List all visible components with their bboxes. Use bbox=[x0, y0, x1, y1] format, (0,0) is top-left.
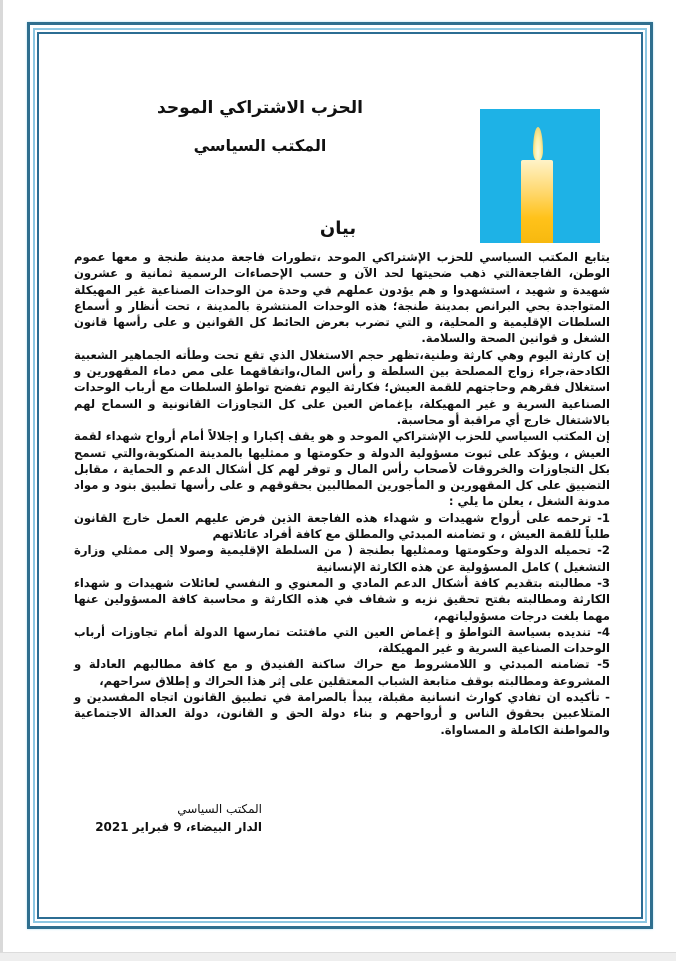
point-3: 3- مطالبته بتقديم كافة أشكال الدعم المادي و المعنوي و النفسي لعائلات شهيدات و شهداء الكارثة ومطالبته بفتح تحقيق نزيه و شفاف في هذه الكارثة و محاسبة كافة المسؤولين عنها مهما بلغت درجات مسؤولياتهم، bbox=[74, 575, 610, 623]
point-2: 2- تحميله الدولة وحكومتها وممثليها بطنجة ( من السلطة الإقليمية وصولا إلى ممثلي وزارة التشغيل ) كامل المسؤولية عن هذه الكارثة الإنسانية bbox=[74, 543, 610, 574]
signature-office: المكتب السياسي bbox=[177, 802, 262, 816]
paragraph-declaration: إن المكتب السياسي للحزب الإشتراكي الموحد و هو يقف إكبارا و إجلالاً أمام أرواح شهداء لقمة العيش ، ويؤكد على ثبوت مسؤولية الدولة و حكومتها و ممثليها بالمدينة المنكوبة،والتي تسمح بكل التجاوزات والخروقات لأصحاب رأس المال و توفر لهم كل أشكال الدعم و الحماية ، مقابل التضييق على كل المقهورين و المأجورين المطالبين بحقوقهم و على رأسها تطبيق بنود و مواد مدونة الشغل ، يعلن ما يلي : bbox=[74, 429, 610, 509]
point-4: 4- تنديده بسياسة التواطؤ و إغماض العين التي مافتئت تمارسها الدولة أمام تجاوزات أرباب الوحدات الصناعية السرية و غير المهيكلة، bbox=[74, 624, 610, 656]
candle-flame bbox=[533, 127, 543, 161]
point-5: 5- تضامنه المبدئي و اللامشروط مع حراك ساكنة الفنيدق و مع كافة مطالبهم العادلة و المشروعة ومطالبته بوقف متابعة الشباب المعتقلين على إثر هذا الحراك و إطلاق سراحهم، bbox=[74, 657, 610, 688]
statement-body bbox=[74, 249, 610, 738]
point-1: 1- ترحمه على أرواح شهيدات و شهداء هذه الفاجعة الذين فرض عليهم العمل خارج القانون طلباً للقمة العيش ، و تضامنه المبدئي والمطلق مع كافة أفراد عائلاتهم bbox=[74, 510, 610, 542]
signature-block bbox=[82, 800, 262, 836]
document-title: بيان bbox=[319, 218, 357, 239]
party-name: الحزب الاشتراكي الموحد bbox=[157, 98, 363, 118]
signature-place-date: الدار البيضاء، 9 فبراير 2021 bbox=[95, 820, 262, 834]
office-name: المكتب السياسي bbox=[193, 136, 327, 155]
paragraph-disaster: إن كارثة اليوم وهي كارثة وطنية،تظهر حجم الاستغلال الذي تقع تحت وطأته الجماهير الشعبية الكادحة،جراء زواج المصلحة بين السلطة و رأس المال،واتفاقهما على مص دماء المقهورين و استغلال فقرهم وحاجتهم للقمة العيش؛ فكارثة اليوم تفضح تواطؤ السلطات مع أرباب الوحدات الصناعية السرية و غير المهيكلة، بإغماض العين على كل التجاوزات القانونية و السماح لهم بالاشتغال خارج أي مراقبة أو محاسبة. bbox=[74, 347, 610, 427]
point-final: - تأكيده ان تفادي كوارث انسانية مقبلة، يبدأ بالصرامة في تطبيق القانون اتجاه المفسدين و المتلاعبين بحقوق الناس و أرواحهم و بناء دولة الحق و القانون، دولة العدالة الاجتماعية والمواطنة الكاملة و المساواة. bbox=[74, 690, 610, 737]
paragraph-intro: يتابع المكتب السياسي للحزب الإشتراكي الموحد ،تطورات فاجعة مدينة طنجة و معها عموم الوطن، الفاجعةالتي ذهب ضحيتها لحد الآن و حسب الإحصاءات الرسمية ثمانية و عشرون شهيدة و شهيد ، استشهدوا و هم يؤدون عملهم في وحدة من الوحدات الصناعية غير المهيكلة المتواجدة بحي البرانص بمدينة طنجة؛ هذه الوحدات المنتشرة بالمدينة ، تحت أنظار و أسماع السلطات الإقليمية و المحلية، و التي تضرب بعرض الحائط كل القوانين و على رأسها قانون الشغل و قوانين الصحة والسلامة. bbox=[74, 250, 610, 346]
document-header bbox=[80, 97, 440, 157]
viewer-left-edge bbox=[0, 0, 3, 960]
